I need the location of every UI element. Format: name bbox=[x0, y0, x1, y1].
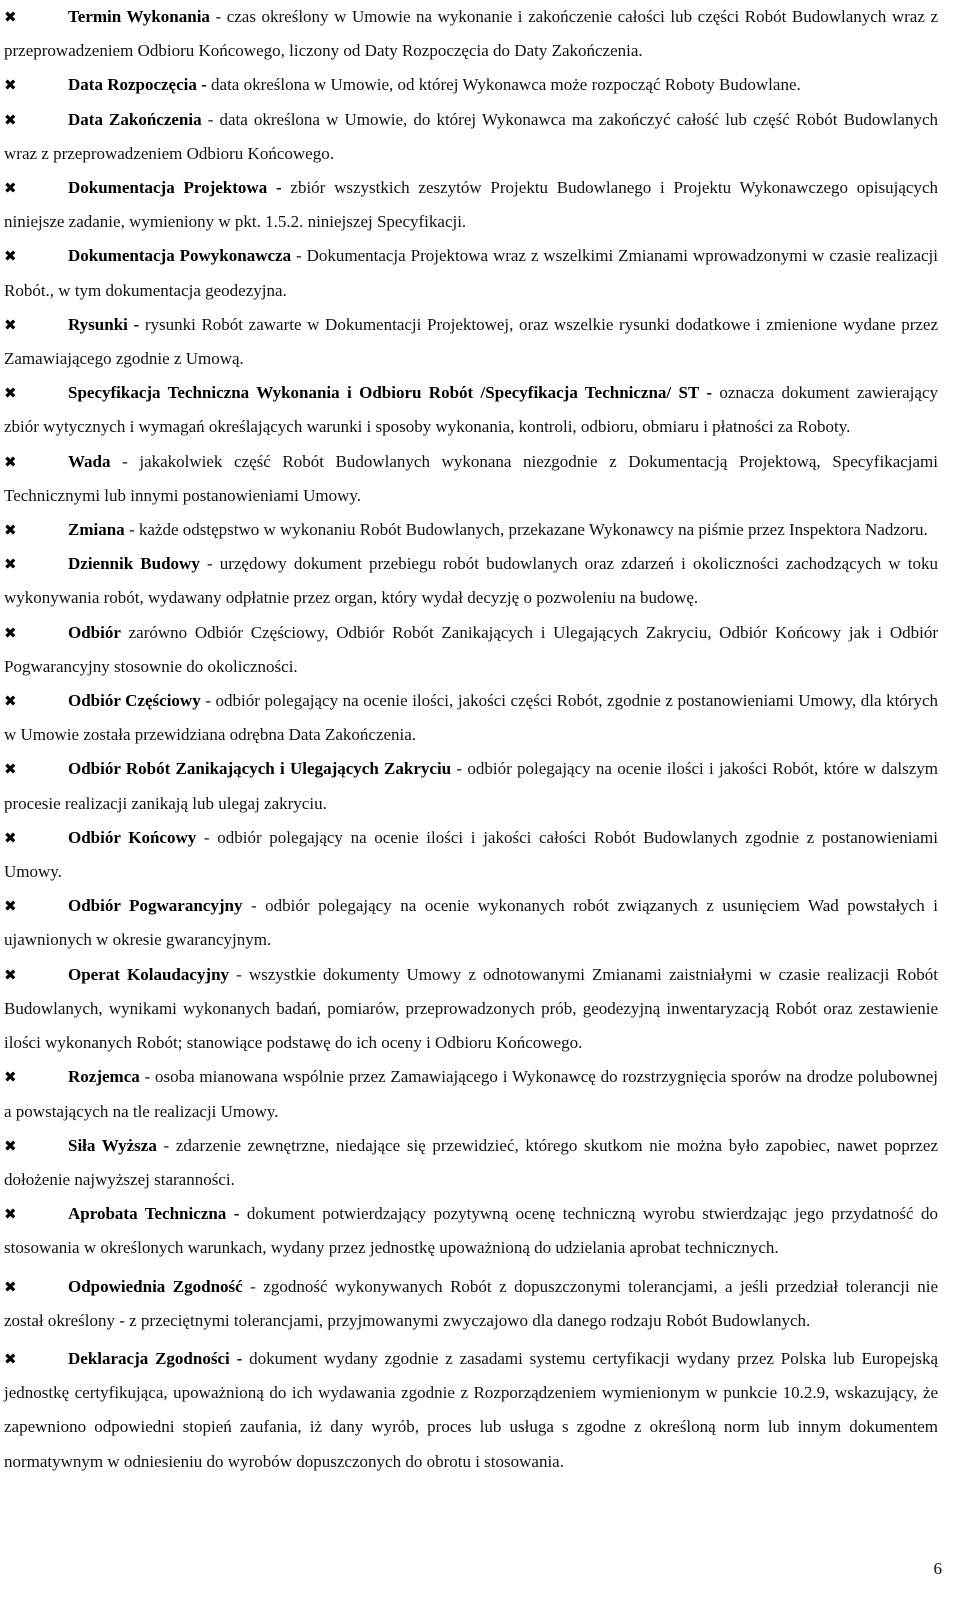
definition-text: - czas określony w Umowie na wykonanie i zakończenie całości lub części Robót Budowlanych wraz z przeprowadzeniem Odbioru Końcowego, liczony od Daty Rozpoczęcia do Daty Zakończenia. bbox=[4, 7, 938, 61]
definition-item bbox=[4, 889, 938, 957]
definition-text: - urzędowy dokument przebiegu robót budowlanych oraz zdarzeń i okoliczności zachodzących w toku wykonywania robót, wydawany odpłatnie przez organ, który wydał decyzję o pozwoleniu na budowę. bbox=[4, 554, 939, 608]
definition-item bbox=[4, 239, 938, 307]
definition-term: Dziennik Budowy bbox=[68, 554, 200, 574]
definition-item bbox=[4, 513, 938, 547]
definition-text: - wszystkie dokumenty Umowy z odnotowanymi Zmianami zaistniałymi w czasie realizacji Robót Budowlanych, wynikami wykonanych badań, pomiarów, przeprowadzonych prób, geodezyjną inwentaryzacją Robót oraz zestawienie ilości wykonanych Robót; stanowiące podstawę do ich oceny i Odbioru Końcowego. bbox=[4, 964, 938, 1053]
page-number: 6 bbox=[933, 1559, 942, 1578]
x-mark-bullet-icon: ✖ bbox=[4, 8, 17, 26]
x-mark-bullet-icon: ✖ bbox=[4, 179, 17, 198]
definition-item bbox=[4, 103, 938, 171]
definition-item bbox=[4, 616, 938, 684]
x-mark-bullet-icon: ✖ bbox=[4, 1136, 17, 1155]
definition-text: - zgodność wykonywanych Robót z dopuszczonymi tolerancjami, a jeśli przedział tolerancji nie został określony - z przeciętnymi tolerancjami, przyjmowanymi zwyczajowo dla danego rodzaju Robót Budowlanych. bbox=[4, 1276, 938, 1330]
definition-item bbox=[4, 0, 938, 68]
definition-term: Dokumentacja Projektowa - bbox=[68, 178, 282, 198]
document-page bbox=[4, 0, 938, 1479]
definition-text: data określona w Umowie, od której Wykonawca może rozpocząć Roboty Budowlane. bbox=[206, 75, 801, 95]
definition-text: - odbiór polegający na ocenie wykonanych robót związanych z usunięciem Wad powstałych i ujawnionych w okresie gwarancyjnym. bbox=[4, 896, 938, 950]
definitions-list bbox=[4, 0, 938, 1479]
definition-item bbox=[4, 445, 938, 513]
x-mark-bullet-icon: ✖ bbox=[4, 76, 17, 95]
definition-term: Operat Kolaudacyjny bbox=[68, 964, 230, 984]
definition-item bbox=[4, 1197, 938, 1265]
definition-term: Data Zakończenia bbox=[68, 109, 202, 129]
definition-text: zarówno Odbiór Częściowy, Odbiór Robót Zanikających i Ulegających Zakryciu, Odbiór Końcowy jak i Odbiór Pogwarancyjny stosownie do okoliczności. bbox=[4, 622, 938, 676]
x-mark-bullet-icon: ✖ bbox=[4, 965, 17, 984]
definition-text: rysunki Robót zawarte w Dokumentacji Projektowej, oraz wszelkie rysunki dodatkowe i zmienione wydane przez Zamawiającego zgodnie z Umową. bbox=[4, 314, 938, 369]
definition-text: dokument wydany zgodnie z zasadami systemu certyfikacji wydany przez Polska lub Europejską jednostkę certyfikująca, upoważnioną do ich wydawania zgodnie z Rozporządzeniem wymienionym w punkcie 10.2.9, wskazujący, że zapewniono odpowiedni stopień zaufania, iż dany wyrób, proces lub usługa s zgodne z określoną norm lub innym dokumentem normatywnym w odniesieniu do wyrobów dopuszczonych do obrotu i stosowania. bbox=[4, 1348, 938, 1471]
definition-text: - jakakolwiek część Robót Budowlanych wykonana niezgodnie z Dokumentacją Projektową, Specyfikacjami Technicznymi lub innymi postanowieniami Umowy. bbox=[4, 451, 938, 505]
definition-term: Odbiór bbox=[68, 622, 121, 642]
x-mark-bullet-icon: ✖ bbox=[4, 828, 17, 847]
definition-item bbox=[4, 821, 938, 889]
x-mark-bullet-icon: ✖ bbox=[4, 452, 17, 471]
definition-term: Odpowiednia Zgodność bbox=[68, 1276, 243, 1296]
definition-term: Odbiór Częściowy bbox=[68, 691, 201, 711]
definition-term: Odbiór Robót Zanikających i Ulegających Zakryciu bbox=[68, 759, 452, 779]
definition-term: Deklaracja Zgodności - bbox=[68, 1348, 243, 1368]
definition-text: - odbiór polegający na ocenie ilości i jakości Robót, które w dalszym procesie realizacji zanikają lub ulegaj zakryciu. bbox=[4, 759, 938, 813]
definition-text: - data określona w Umowie, do której Wykonawca ma zakończyć całość lub część Robót Budowlanych wraz z przeprowadzeniem Odbioru Końcowego. bbox=[4, 109, 939, 163]
definition-text: - Dokumentacja Projektowa wraz z wszelkimi Zmianami wprowadzonymi w czasie realizacji Robót., w tym dokumentacja geodezyjna. bbox=[4, 246, 938, 300]
definition-item bbox=[4, 684, 938, 752]
x-mark-bullet-icon: ✖ bbox=[4, 110, 17, 129]
definition-item bbox=[4, 958, 938, 1061]
x-mark-bullet-icon: ✖ bbox=[4, 1068, 17, 1087]
definition-term: Specyfikacja Techniczna Wykonania i Odbioru Robót /Specyfikacja Techniczna/ ST - bbox=[68, 383, 713, 403]
x-mark-bullet-icon: ✖ bbox=[4, 1205, 17, 1224]
definition-term: Odbiór Końcowy bbox=[68, 827, 197, 847]
x-mark-bullet-icon: ✖ bbox=[4, 1349, 17, 1368]
x-mark-bullet-icon: ✖ bbox=[4, 692, 17, 711]
x-mark-bullet-icon: ✖ bbox=[4, 555, 17, 574]
definition-term: Zmiana bbox=[68, 520, 125, 540]
x-mark-bullet-icon: ✖ bbox=[4, 247, 17, 266]
definition-item bbox=[4, 1342, 938, 1479]
definition-text: oznacza dokument zawierający zbiór wytycznych i wymagań określających warunki i sposoby wykonania, kontroli, odbioru, obmiaru i płatności za Roboty. bbox=[4, 383, 938, 437]
definition-term: Siła Wyższa bbox=[68, 1135, 157, 1155]
x-mark-bullet-icon: ✖ bbox=[4, 897, 17, 916]
definition-term: Dokumentacja Powykonawcza bbox=[68, 246, 292, 266]
definition-term: Rozjemca bbox=[68, 1067, 140, 1087]
definition-text: - osoba mianowana wspólnie przez Zamawiającego i Wykonawcę do rozstrzygnięcia sporów na drodze polubownej a powstających na tle realizacji Umowy. bbox=[4, 1067, 938, 1121]
x-mark-bullet-icon: ✖ bbox=[4, 521, 17, 540]
definition-term: Data Rozpoczęcia - bbox=[68, 75, 207, 95]
definition-item bbox=[4, 1129, 938, 1197]
definition-term: Aprobata Techniczna - bbox=[68, 1204, 240, 1224]
definition-term: Rysunki - bbox=[68, 314, 140, 334]
x-mark-bullet-icon: ✖ bbox=[4, 384, 17, 403]
x-mark-bullet-icon: ✖ bbox=[4, 315, 17, 334]
x-mark-bullet-icon: ✖ bbox=[4, 623, 17, 642]
definition-term: Odbiór Pogwarancyjny bbox=[68, 896, 243, 916]
definition-item bbox=[4, 376, 938, 444]
definition-item bbox=[4, 171, 938, 239]
definition-text: - zdarzenie zewnętrzne, niedające się przewidzieć, którego skutkom nie można było zapobiec, nawet poprzez dołożenie najwyższej staranności. bbox=[4, 1135, 939, 1189]
definition-text: - odbiór polegający na ocenie ilości, jakości części Robót, zgodnie z postanowieniami Umowy, dla których w Umowie została przewidziana odrębna Data Zakończenia. bbox=[4, 691, 938, 745]
definition-item bbox=[4, 308, 938, 376]
definition-item bbox=[4, 1270, 938, 1338]
definition-item bbox=[4, 1060, 938, 1128]
definition-text: zbiór wszystkich zeszytów Projektu Budowlanego i Projektu Wykonawczego opisujących niniejsze zadanie, wymieniony w pkt. 1.5.2. niniejszej Specyfikacji. bbox=[4, 178, 938, 232]
x-mark-bullet-icon: ✖ bbox=[4, 1277, 17, 1296]
definition-term: Termin Wykonania bbox=[68, 7, 210, 26]
definition-item bbox=[4, 547, 938, 615]
definition-item bbox=[4, 752, 938, 820]
definition-text: - każde odstępstwo w wykonaniu Robót Budowlanych, przekazane Wykonawcy na piśmie przez Inspektora Nadzoru. bbox=[124, 520, 928, 540]
definition-item bbox=[4, 68, 938, 102]
definition-text: - odbiór polegający na ocenie ilości i jakości całości Robót Budowlanych zgodnie z postanowieniami Umowy. bbox=[4, 827, 939, 882]
definition-term: Wada bbox=[68, 451, 111, 471]
definition-text: dokument potwierdzający pozytywną ocenę techniczną wyrobu stwierdzając jego przydatność do stosowania w określonych warunkach, wydany przez jednostkę upoważnioną do udzielania aprobat technicznych. bbox=[4, 1204, 938, 1258]
x-mark-bullet-icon: ✖ bbox=[4, 760, 17, 779]
